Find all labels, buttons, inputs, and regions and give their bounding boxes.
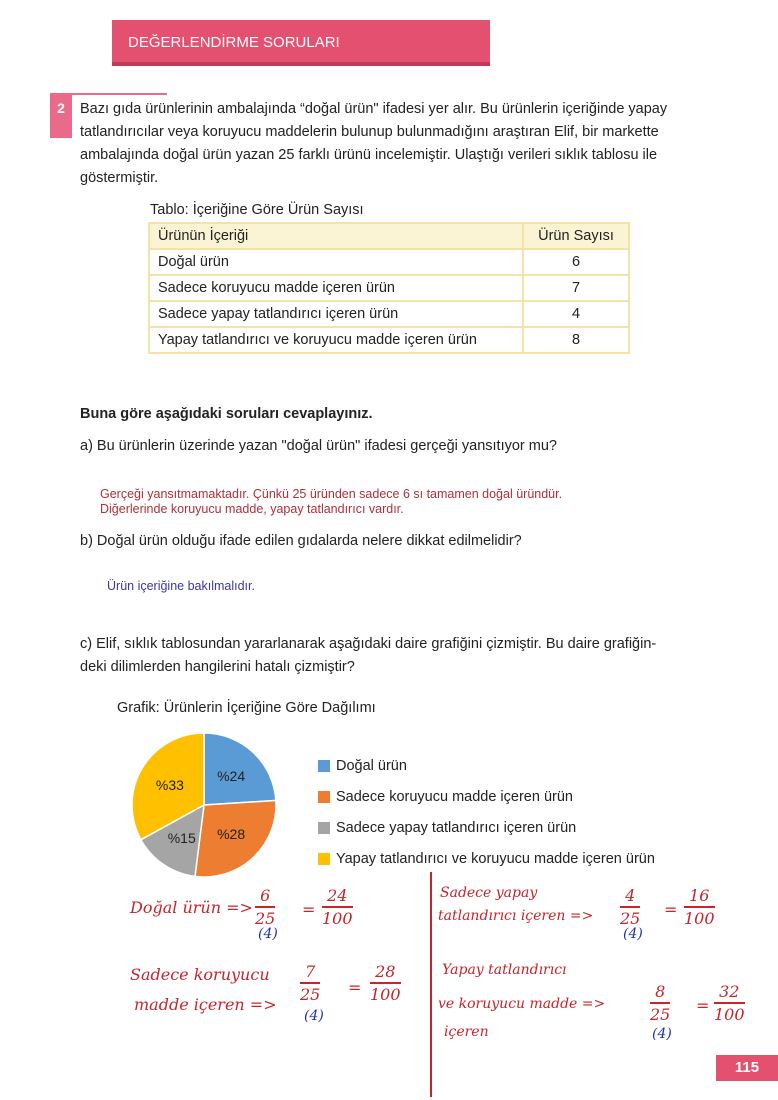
numerator: 28 xyxy=(375,962,396,981)
table-row xyxy=(149,275,629,301)
legend-item xyxy=(318,750,655,781)
work-label: Yapay tatlandırıcı xyxy=(442,962,567,978)
denominator: 100 xyxy=(684,909,715,928)
denominator: 100 xyxy=(322,909,353,928)
equals-sign: = xyxy=(664,900,678,919)
table-header-content: Ürünün İçeriği xyxy=(149,223,523,249)
work-label: ve koruyucu madde => xyxy=(438,996,606,1012)
numerator: 6 xyxy=(260,886,271,905)
chart-title: Grafik: Ürünlerin İçeriğine Göre Dağılımı xyxy=(117,700,376,716)
legend-label: Doğal ürün xyxy=(336,757,407,774)
work-label: Sadece yapay xyxy=(440,885,538,901)
equals-sign: = xyxy=(348,978,362,997)
chart-legend xyxy=(318,750,655,874)
table-cell-label: Doğal ürün xyxy=(149,249,523,275)
section-title: DEĞERLENDİRME SORULARI xyxy=(128,34,340,51)
table-cell-count: 8 xyxy=(523,327,629,353)
equals-sign: = xyxy=(302,900,316,919)
legend-swatch xyxy=(318,760,330,772)
fraction xyxy=(322,886,353,928)
banner-divider xyxy=(112,62,490,66)
fraction xyxy=(620,886,640,928)
denominator: 25 xyxy=(620,909,641,928)
question-b: b) Doğal ürün olduğu ifade edilen gıdalarda nelere dikkat edilmelidir? xyxy=(80,533,522,549)
denominator: 25 xyxy=(255,909,276,928)
table-row xyxy=(149,327,629,353)
table-cell-label: Sadece koruyucu madde içeren ürün xyxy=(149,275,523,301)
legend-item xyxy=(318,781,655,812)
legend-swatch xyxy=(318,822,330,834)
numerator: 16 xyxy=(689,886,710,905)
legend-label: Sadece yapay tatlandırıcı içeren ürün xyxy=(336,819,577,836)
fraction xyxy=(300,962,320,1004)
table-cell-count: 7 xyxy=(523,275,629,301)
table-header-count: Ürün Sayısı xyxy=(523,223,629,249)
table-cell-count: 4 xyxy=(523,301,629,327)
work-label: tatlandırıcı içeren => xyxy=(438,908,594,924)
multiplier: (4) xyxy=(652,1026,672,1042)
answer-b: Ürün içeriğine bakılmalıdır. xyxy=(107,579,255,593)
numerator: 32 xyxy=(719,982,740,1001)
fraction xyxy=(650,982,670,1024)
denominator: 25 xyxy=(300,985,321,1004)
answer-a-line1: Gerçeği yansıtmamaktadır. Çünkü 25 üründen sadece 6 sı tamamen doğal üründür. xyxy=(100,487,563,501)
table-caption: Tablo: İçeriğine Göre Ürün Sayısı xyxy=(150,202,364,218)
slice-label: %28 xyxy=(217,825,246,842)
table-cell-count: 6 xyxy=(523,249,629,275)
instructions: Buna göre aşağıdaki soruları cevaplayınız. xyxy=(80,406,373,422)
work-label: madde içeren => xyxy=(134,995,277,1014)
multiplier: (4) xyxy=(304,1008,324,1024)
multiplier: (4) xyxy=(623,926,643,942)
work-label: Sadece koruyucu xyxy=(130,965,270,984)
legend-label: Sadece koruyucu madde içeren ürün xyxy=(336,788,573,805)
slice-label: %24 xyxy=(217,768,246,785)
question-a: a) Bu ürünlerin üzerinde yazan "doğal ürün" ifadesi gerçeği yansıtıyor mu? xyxy=(80,438,557,454)
denominator: 25 xyxy=(650,1005,671,1024)
question-rule xyxy=(72,93,167,95)
legend-swatch xyxy=(318,853,330,865)
legend-item xyxy=(318,812,655,843)
fraction xyxy=(684,886,715,928)
numerator: 4 xyxy=(625,886,636,905)
fraction xyxy=(714,982,745,1024)
frequency-table xyxy=(148,222,630,354)
work-label: Doğal ürün => xyxy=(130,898,253,917)
numerator: 24 xyxy=(327,886,348,905)
legend-item xyxy=(318,843,655,874)
answer-a-line2: Diğerlerinde koruyucu madde, yapay tatlandırıcı vardır. xyxy=(100,502,404,516)
legend-label: Yapay tatlandırıcı ve koruyucu madde içeren ürün xyxy=(336,850,655,867)
numerator: 8 xyxy=(655,982,666,1001)
question-text: Bazı gıda ürünlerinin ambalajında “doğal ürün" ifadesi yer alır. Bu ürünlerin içeriğinde yapay tatlandırıcılar veya koruyucu maddelerin bulunup bulunmadığını araştıran Elif, bir markette ambalajında doğal ürün yazan 25 farklı ürünü incelemiştir. Ulaştığı verileri sıklık tablosu ile göstermiştir. xyxy=(80,101,668,186)
table-row xyxy=(149,301,629,327)
section-banner xyxy=(112,20,490,66)
slice-label: %15 xyxy=(167,829,196,846)
table-row xyxy=(149,249,629,275)
equals-sign: = xyxy=(696,996,710,1015)
table-cell-label: Yapay tatlandırıcı ve koruyucu madde içeren ürün xyxy=(149,327,523,353)
slice-label: %33 xyxy=(155,776,184,793)
denominator: 100 xyxy=(370,985,401,1004)
question-c-line1: c) Elif, sıklık tablosundan yararlanarak aşağıdaki daire grafiğini çizmiştir. Bu daire grafiğin- xyxy=(80,636,657,652)
table-cell-label: Sadece yapay tatlandırıcı içeren ürün xyxy=(149,301,523,327)
multiplier: (4) xyxy=(258,926,278,942)
fraction xyxy=(255,886,275,928)
pie-chart xyxy=(120,725,290,885)
numerator: 7 xyxy=(305,962,316,981)
legend-swatch xyxy=(318,791,330,803)
fraction xyxy=(370,962,401,1004)
question-number: 2 xyxy=(50,93,72,138)
denominator: 100 xyxy=(714,1005,745,1024)
page-number: 115 xyxy=(716,1055,778,1081)
question-c-line2: deki dilimlerden hangilerini hatalı çizmiştir? xyxy=(80,659,355,675)
work-divider xyxy=(430,872,432,1097)
work-label: içeren xyxy=(444,1024,489,1040)
